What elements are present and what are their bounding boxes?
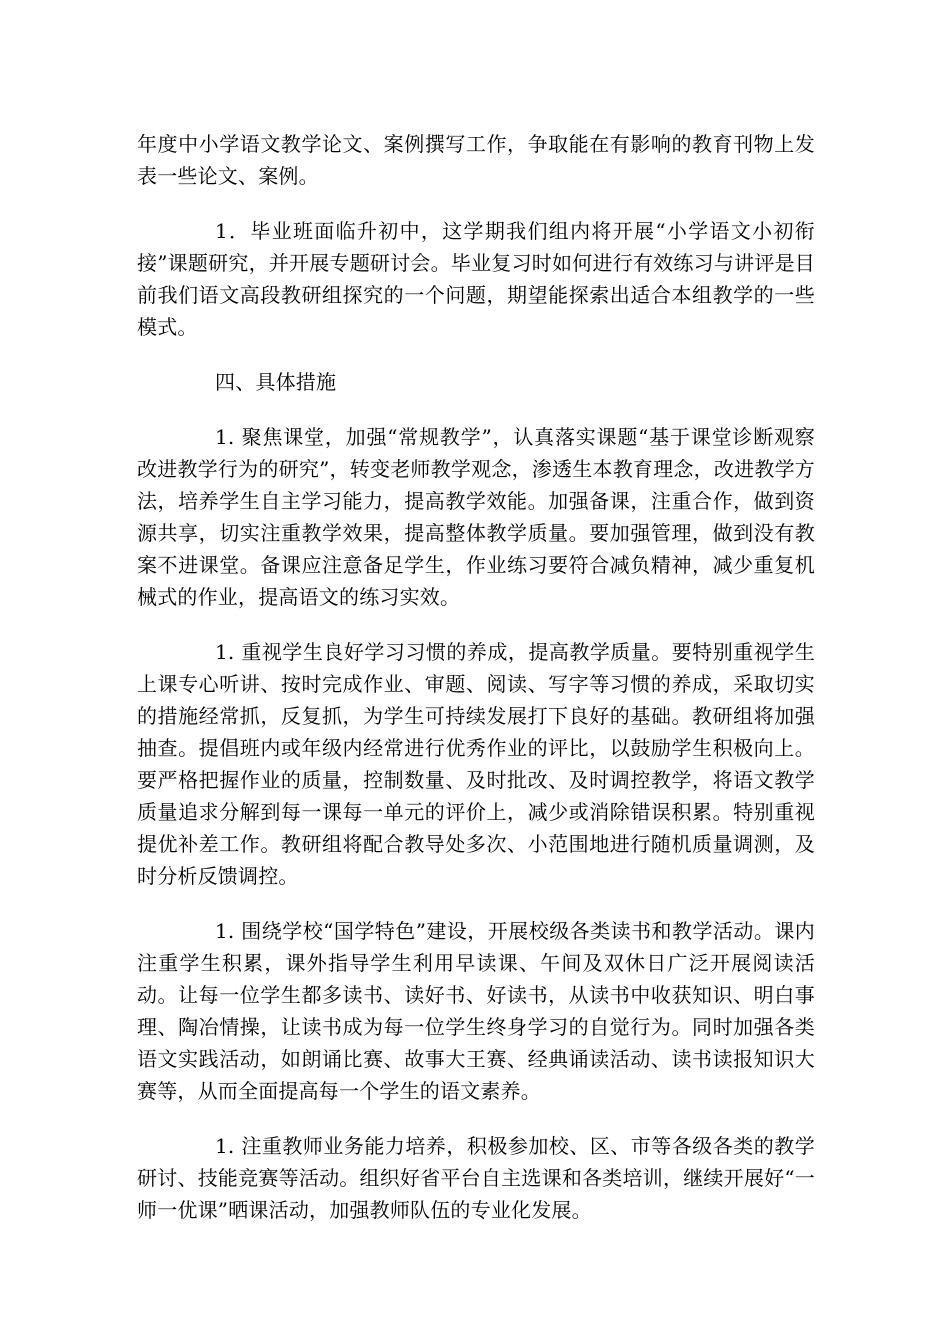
paragraph-study-habits: 1. 重视学生良好学习习惯的养成，提高教学质量。要特别重视学生上课专心听讲、按时完成作业、审题、阅读、写字等习惯的养成，采取切实的措施经常抓，反复抓，为学生可持续发展打下良好的基础。教研组将加强抽查。提倡班内或年级内经常进行优秀作业的评比，以鼓励学生积极向上。要严格把握作业的质量，控制数量、及时批改、及时调控教学，将语文教学质量追求分解到每一课每一单元的评价上，减少或消除错误积累。特别重视提优补差工作。教研组将配合教导处多次、小范围地进行随机质量调测，及时分析反馈调控。 — [137, 640, 815, 888]
paragraph-reading-activities: 1. 围绕学校“国学特色”建设，开展校级各类读书和教学活动。课内注重学生积累，课外指导学生利用早读课、午间及双休日广泛开展阅读活动。让每一位学生都多读书、读好书、好读书，从读书中收获知识、明白事理、陶冶情操，让读书成为每一位学生终身学习的自觉行为。同时加强各类语文实践活动，如朗诵比赛、故事大王赛、经典诵读活动、读书读报知识大赛等，从而全面提高每一个学生的语文素养。 — [137, 919, 815, 1103]
paragraph-teacher-development: 1. 注重教师业务能力培养，积极参加校、区、市等各级各类的教学研讨、技能竞赛等活动。组织好省平台自主选课和各类培训，继续开展好“一师一优课”晒课活动，加强教师队伍的专业化发展。 — [137, 1134, 815, 1222]
paragraph-continuation: 年度中小学语文教学论文、案例撰写工作，争取能在有影响的教育刊物上发表一些论文、案例。 — [137, 132, 815, 188]
paragraph-focus-classroom: 1. 聚焦课堂，加强“常规教学”，认真落实课题“基于课堂诊断观察改进教学行为的研究”，转变老师教学观念，渗透生本教育理念，改进教学方法，培养学生自主学习能力，提高教学效能。加强备课，注重合作，做到资源共享，切实注重教学效果，提高整体教学质量。要加强管理，做到没有教案不进课堂。备课应注意备足学生，作业练习要符合减负精神，减少重复机械式的作业，提高语文的练习实效。 — [137, 425, 815, 609]
section-heading-measures: 四、具体措施 — [215, 370, 337, 394]
paragraph-graduation-class: 1．毕业班面临升初中，这学期我们组内将开展“小学语文小初衔接”课题研究，并开展专题研讨会。毕业复习时如何进行有效练习与讲评是目前我们语文高段教研组探究的一个问题，期望能探索出适合本组教学的一些模式。 — [137, 219, 815, 339]
document-body — [137, 128, 815, 1249]
